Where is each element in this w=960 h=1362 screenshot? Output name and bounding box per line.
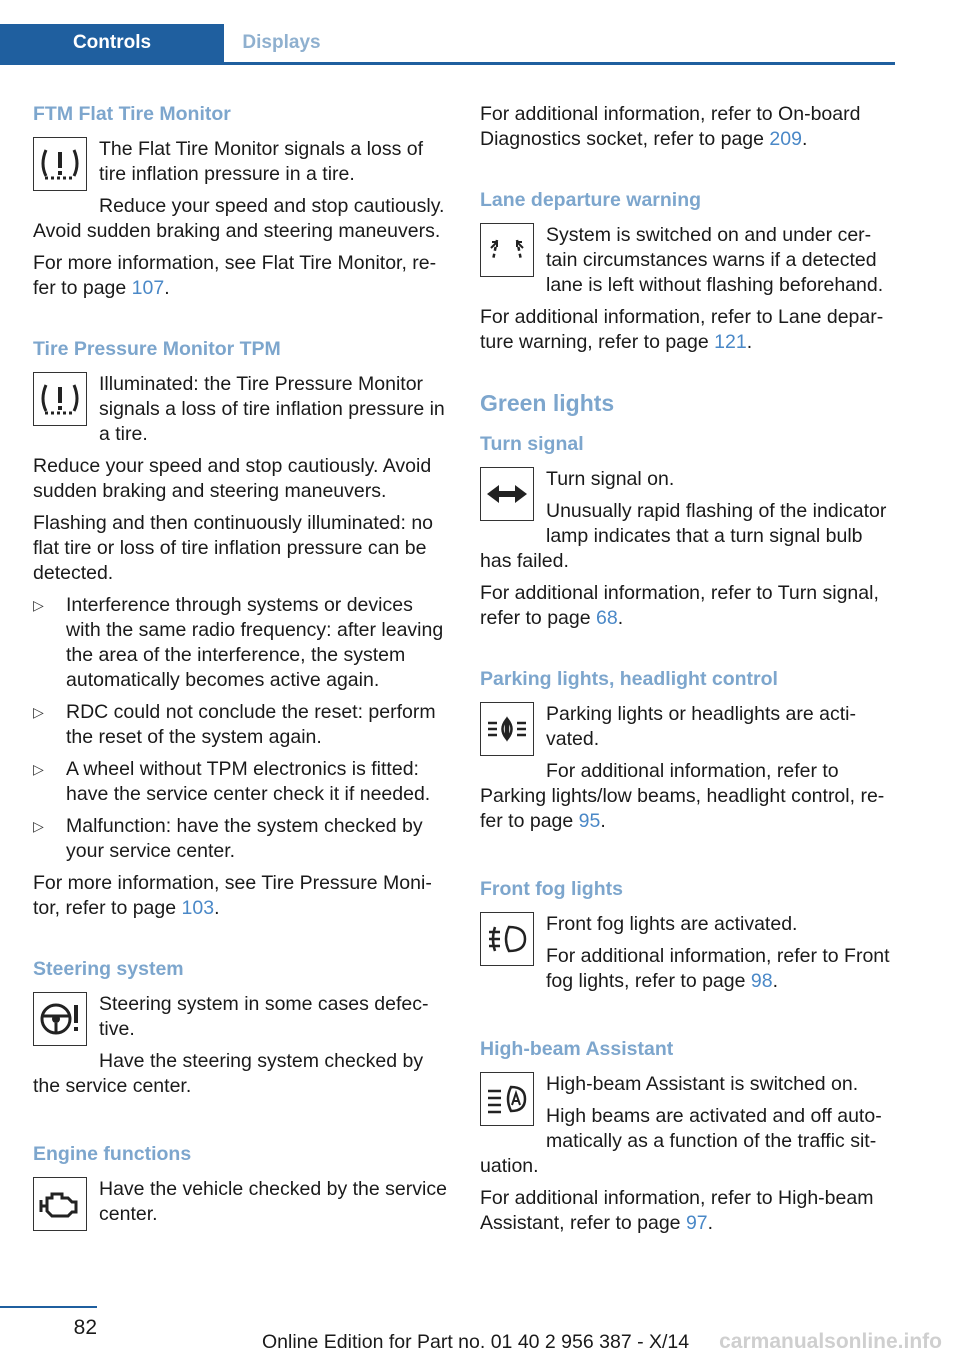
parking-desc-1: Parking lights or headlights are activated. bbox=[546, 703, 856, 750]
section-engine bbox=[33, 1142, 448, 1237]
turn-ref-text: For additional information, refer to Turn signal, refer to page bbox=[480, 582, 879, 629]
parking-lights-icon bbox=[480, 702, 534, 756]
turn-ref bbox=[480, 581, 895, 631]
engine-check-icon bbox=[33, 1177, 87, 1231]
parking-ref bbox=[480, 759, 895, 834]
front-fog-light-icon bbox=[480, 912, 534, 966]
tpm-desc-3: Flashing and then continuously illuminated: no flat tire or loss of tire inflation pressure can be detected. bbox=[33, 512, 434, 584]
turn-signal-icon bbox=[480, 467, 534, 521]
turn-ref-end: . bbox=[617, 607, 624, 629]
heading-hba: High-beam Assistant bbox=[480, 1038, 674, 1060]
obd-ref bbox=[480, 102, 895, 152]
lane-desc-1: System is switched on and under certain circumstances warns if a detected lane is left without flashing beforehand. bbox=[546, 224, 884, 296]
heading-fog: Front fog lights bbox=[480, 878, 623, 900]
tpm-desc-2: Reduce your speed and stop cautiously. Avoid sudden braking and steering maneuvers. bbox=[33, 455, 432, 502]
tpm-ref-text: For more information, see Tire Pressure Monitor, refer to page bbox=[33, 872, 432, 919]
section-tabbar bbox=[0, 24, 895, 65]
steering-wheel-warning-icon bbox=[33, 992, 87, 1046]
hba-page-link[interactable]: 97 bbox=[685, 1212, 708, 1234]
lane-departure-icon bbox=[480, 223, 534, 277]
parking-page-link[interactable]: 95 bbox=[578, 810, 601, 832]
section-ftm bbox=[33, 102, 448, 301]
fog-ref-end: . bbox=[772, 970, 778, 992]
heading-turn: Turn signal bbox=[480, 433, 584, 455]
ftm-desc-2: Reduce your speed and stop cautiously. Avoid sudden braking and steering maneuvers. bbox=[33, 195, 445, 242]
ftm-page-link[interactable]: 107 bbox=[131, 277, 165, 299]
triangle-bullet-icon: ▷ bbox=[33, 761, 44, 777]
triangle-bullet-icon: ▷ bbox=[33, 818, 44, 834]
ftm-ref bbox=[33, 251, 448, 301]
heading-engine: Engine functions bbox=[33, 1143, 192, 1165]
hba-ref bbox=[480, 1186, 895, 1236]
lane-ref bbox=[480, 305, 895, 355]
fog-ref bbox=[480, 944, 895, 994]
left-column bbox=[33, 102, 448, 1273]
heading-steering: Steering system bbox=[33, 958, 184, 980]
edition-footer: Online Edition for Part no. 01 40 2 956 387 - X/14 bbox=[262, 1331, 690, 1353]
heading-ftm: FTM Flat Tire Monitor bbox=[33, 103, 231, 125]
bullet-text: RDC could not conclude the reset: perform the reset of the system again. bbox=[66, 701, 436, 748]
section-obd bbox=[480, 102, 895, 152]
heading-green-lights: Green lights bbox=[480, 390, 615, 416]
heading-parking: Parking lights, headlight control bbox=[480, 668, 778, 690]
watermark: carmanualsonline.info bbox=[719, 1330, 942, 1353]
fog-ref-text: For additional information, refer to Front fog lights, refer to page bbox=[546, 945, 890, 992]
hba-desc-2: High beams are activated and off automatically as a function of the traffic situation. bbox=[480, 1105, 882, 1177]
parking-ref-end: . bbox=[600, 810, 606, 832]
engine-desc-1: Have the vehicle checked by the service center. bbox=[99, 1178, 447, 1225]
fog-desc-1: Front fog lights are activated. bbox=[546, 913, 798, 935]
turn-desc-2: Unusually rapid flashing of the indicator lamp indicates that a turn signal bulb has failed. bbox=[480, 500, 887, 572]
page-number-rule bbox=[0, 1306, 97, 1308]
heading-lane: Lane departure warning bbox=[480, 189, 702, 211]
ftm-ref-end: . bbox=[164, 277, 170, 299]
hba-desc-1: High-beam Assistant is switched on. bbox=[546, 1073, 859, 1095]
obd-ref-end: . bbox=[801, 128, 808, 150]
section-fog bbox=[480, 877, 895, 1001]
heading-tpm: Tire Pressure Monitor TPM bbox=[33, 338, 281, 360]
section-lane bbox=[480, 188, 895, 355]
ftm-ref-text: For more information, see Flat Tire Monitor, refer to page bbox=[33, 252, 437, 299]
tpm-bullet-list bbox=[33, 593, 448, 864]
list-item bbox=[33, 757, 448, 807]
ftm-desc-1: The Flat Tire Monitor signals a loss of tire inflation pressure in a tire. bbox=[99, 138, 424, 185]
bullet-text: A wheel without TPM electronics is fitted: have the service center check it if needed. bbox=[66, 758, 431, 805]
list-item bbox=[33, 814, 448, 864]
section-hba bbox=[480, 1037, 895, 1236]
bullet-text: Interference through systems or devices with the same radio frequency: after leaving the area of the interference, the system automatically becomes active again. bbox=[66, 594, 444, 691]
hba-ref-end: . bbox=[707, 1212, 714, 1234]
section-turn bbox=[480, 432, 895, 631]
lane-ref-end: . bbox=[746, 331, 753, 353]
hba-ref-text: For additional information, refer to High-beam Assistant, refer to page bbox=[480, 1187, 874, 1234]
obd-ref-text: For additional information, refer to On-board Diagnostics socket, refer to page bbox=[480, 103, 861, 150]
tab-controls[interactable]: Controls bbox=[0, 24, 224, 62]
tpm-ref-end: . bbox=[214, 897, 220, 919]
section-tpm bbox=[33, 337, 448, 921]
parking-ref-text: For additional information, refer to Parking lights/low beams, headlight control, refer to page bbox=[480, 760, 885, 832]
tpm-page-link[interactable]: 103 bbox=[181, 897, 215, 919]
triangle-bullet-icon: ▷ bbox=[33, 597, 44, 613]
lane-ref-text: For additional information, refer to Lane departure warning, refer to page bbox=[480, 306, 884, 353]
tab-displays[interactable]: Displays bbox=[242, 32, 321, 53]
tpm-ref bbox=[33, 871, 448, 921]
right-column bbox=[480, 102, 895, 1272]
turn-page-link[interactable]: 68 bbox=[596, 607, 618, 629]
steering-desc-2: Have the steering system checked by the service center. bbox=[33, 1050, 424, 1097]
list-item bbox=[33, 593, 448, 693]
tire-pressure-warning-icon bbox=[33, 137, 87, 191]
fog-page-link[interactable]: 98 bbox=[750, 970, 773, 992]
tire-pressure-monitor-icon bbox=[33, 372, 87, 426]
page-number: 82 bbox=[73, 1316, 97, 1339]
bullet-text: Malfunction: have the system checked by your service center. bbox=[66, 815, 423, 862]
lane-page-link[interactable]: 121 bbox=[714, 331, 747, 353]
triangle-bullet-icon: ▷ bbox=[33, 704, 44, 720]
tpm-desc-1: Illuminated: the Tire Pressure Monitor signals a loss of tire inflation pressure in a tire. bbox=[99, 373, 445, 445]
high-beam-assistant-icon bbox=[480, 1072, 534, 1126]
section-steering bbox=[33, 957, 448, 1106]
steering-desc-1: Steering system in some cases defective. bbox=[99, 993, 429, 1040]
obd-page-link[interactable]: 209 bbox=[769, 128, 802, 150]
section-parking bbox=[480, 667, 895, 841]
turn-desc-1: Turn signal on. bbox=[546, 468, 675, 490]
list-item bbox=[33, 700, 448, 750]
